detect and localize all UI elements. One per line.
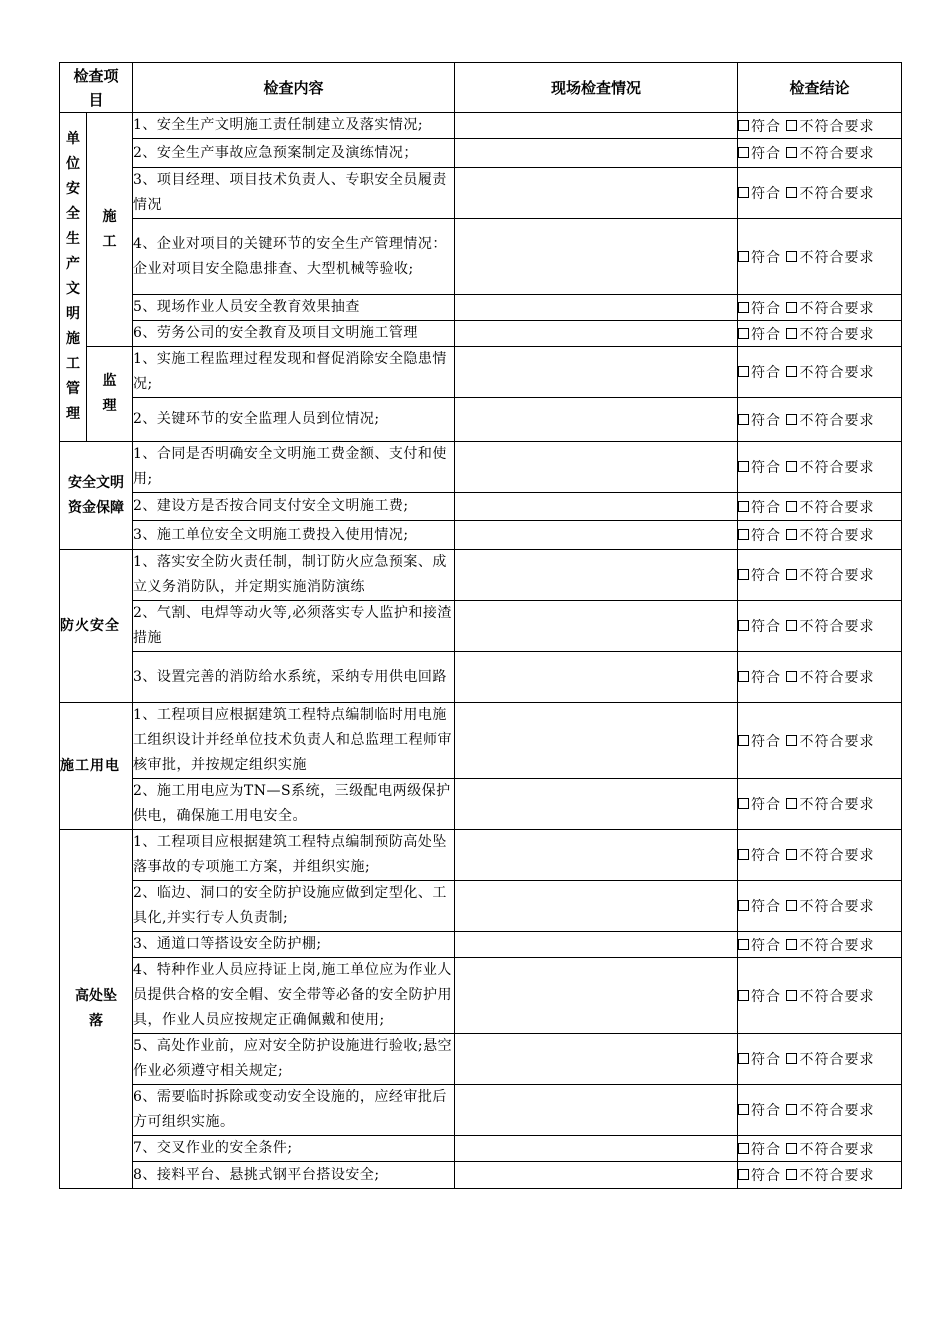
conclusion-cell xyxy=(738,958,902,1034)
check-content: 2、安全生产事故应急预案制定及演练情况； xyxy=(133,139,455,168)
table-row xyxy=(60,139,902,168)
conclusion-cell xyxy=(738,652,902,703)
check-content: 1、合同是否明确安全文明施工费金额、支付和使用; xyxy=(133,442,455,493)
check-content: 1、落实安全防火责任制，制订防火应急预案、成立义务消防队，并定期实施消防演练 xyxy=(133,550,455,601)
header-conclusion-label: 检查结论 xyxy=(789,78,850,97)
conclusion-cell xyxy=(738,347,902,398)
conclusion-cell xyxy=(738,139,902,168)
pass-label: 符合 xyxy=(751,300,782,317)
checkbox-fail[interactable] xyxy=(786,120,797,131)
pass-label: 符合 xyxy=(751,670,782,686)
fail-label: 不符合要求 xyxy=(799,499,875,516)
fail-label: 不符合要求 xyxy=(799,300,875,317)
table-row xyxy=(60,830,902,881)
table-row xyxy=(60,1136,902,1162)
table-row xyxy=(60,601,902,652)
section-fall-from-height-label: 高处坠落 xyxy=(75,988,117,1029)
conclusion-cell xyxy=(738,168,902,219)
checkbox-pass[interactable] xyxy=(738,251,749,262)
table-row xyxy=(60,550,902,601)
table-row xyxy=(60,113,902,139)
checkbox-pass[interactable] xyxy=(738,366,749,377)
pass-label: 符合 xyxy=(751,249,782,266)
table-row xyxy=(60,1085,902,1136)
fail-label: 不符合要求 xyxy=(799,146,875,162)
checkbox-fail[interactable] xyxy=(786,798,797,809)
checkbox-pass[interactable] xyxy=(738,671,749,682)
fail-label: 不符合要求 xyxy=(799,365,875,381)
checkbox-fail[interactable] xyxy=(786,187,797,198)
pass-label: 符合 xyxy=(751,733,782,750)
checkbox-pass[interactable] xyxy=(738,461,749,472)
subsection-construction xyxy=(87,113,133,347)
header-content-label: 检查内容 xyxy=(263,78,324,97)
pass-label: 符合 xyxy=(751,365,782,381)
check-content: 3、通道口等搭设安全防护棚; xyxy=(133,932,455,958)
conclusion-cell xyxy=(738,442,902,493)
check-content: 6、需要临时拆除或变动安全设施的，应经审批后方可组织实施。 xyxy=(133,1085,455,1136)
pass-label: 符合 xyxy=(751,412,782,429)
checkbox-fail[interactable] xyxy=(786,1143,797,1154)
fail-label: 不符合要求 xyxy=(799,326,875,343)
section-unit-management xyxy=(60,113,87,442)
conclusion-cell xyxy=(738,321,902,347)
checkbox-pass[interactable] xyxy=(738,569,749,580)
site-inspection-cell[interactable] xyxy=(455,703,738,779)
site-inspection-cell[interactable] xyxy=(455,1085,738,1136)
pass-label: 符合 xyxy=(751,1052,782,1068)
checkbox-pass[interactable] xyxy=(738,147,749,158)
table-row xyxy=(60,703,902,779)
check-content: 3、项目经理、项目技术负责人、专职安全员履责情况 xyxy=(133,168,455,219)
site-inspection-cell[interactable] xyxy=(455,652,738,703)
pass-label: 符合 xyxy=(751,460,782,476)
checkbox-fail[interactable] xyxy=(786,366,797,377)
table-row xyxy=(60,932,902,958)
site-inspection-cell[interactable] xyxy=(455,1034,738,1085)
site-inspection-cell[interactable] xyxy=(455,493,738,521)
conclusion-cell xyxy=(738,601,902,652)
checkbox-pass[interactable] xyxy=(738,328,749,339)
site-inspection-cell[interactable] xyxy=(455,830,738,881)
fail-label: 不符合要求 xyxy=(799,528,875,544)
checkbox-fail[interactable] xyxy=(786,1104,797,1115)
pass-label: 符合 xyxy=(751,118,782,135)
checkbox-fail[interactable] xyxy=(786,735,797,746)
checkbox-fail[interactable] xyxy=(786,1169,797,1180)
check-content: 1、安全生产文明施工责任制建立及落实情况; xyxy=(133,113,455,139)
pass-label: 符合 xyxy=(751,146,782,162)
checkbox-pass[interactable] xyxy=(738,990,749,1001)
checkbox-pass[interactable] xyxy=(738,900,749,911)
conclusion-cell xyxy=(738,113,902,139)
checkbox-pass[interactable] xyxy=(738,1104,749,1115)
pass-label: 符合 xyxy=(751,1168,782,1184)
section-construction-power-label: 施工用电 xyxy=(60,757,120,774)
section-construction-power xyxy=(60,703,133,830)
fail-label: 不符合要求 xyxy=(799,848,875,864)
pass-label: 符合 xyxy=(751,937,782,954)
fail-label: 不符合要求 xyxy=(799,568,875,584)
fail-label: 不符合要求 xyxy=(799,186,875,202)
check-content: 3、设置完善的消防给水系统，采纳专用供电回路 xyxy=(133,652,455,703)
table-row xyxy=(60,168,902,219)
subsection-supervision-label: 监理 xyxy=(102,373,117,414)
header-item xyxy=(60,63,133,113)
fail-label: 不符合要求 xyxy=(799,937,875,954)
inspection-table xyxy=(59,62,902,1189)
pass-label: 符合 xyxy=(751,568,782,584)
conclusion-cell xyxy=(738,703,902,779)
fail-label: 不符合要求 xyxy=(799,1103,875,1119)
site-inspection-cell[interactable] xyxy=(455,295,738,321)
table-body xyxy=(60,113,902,1189)
checkbox-pass[interactable] xyxy=(738,939,749,950)
checkbox-pass[interactable] xyxy=(738,529,749,540)
fail-label: 不符合要求 xyxy=(799,988,875,1005)
checkbox-fail[interactable] xyxy=(786,1053,797,1064)
checkbox-pass[interactable] xyxy=(738,120,749,131)
site-inspection-cell[interactable] xyxy=(455,1136,738,1162)
site-inspection-cell[interactable] xyxy=(455,550,738,601)
fail-label: 不符合要求 xyxy=(799,619,875,635)
site-inspection-cell[interactable] xyxy=(455,521,738,550)
site-inspection-cell[interactable] xyxy=(455,442,738,493)
pass-label: 符合 xyxy=(751,528,782,544)
checkbox-pass[interactable] xyxy=(738,735,749,746)
fail-label: 不符合要求 xyxy=(799,412,875,429)
header-site xyxy=(455,63,738,113)
conclusion-cell xyxy=(738,1034,902,1085)
checkbox-fail[interactable] xyxy=(786,900,797,911)
pass-label: 符合 xyxy=(751,186,782,202)
checkbox-fail[interactable] xyxy=(786,529,797,540)
site-inspection-cell[interactable] xyxy=(455,881,738,932)
fail-label: 不符合要求 xyxy=(799,670,875,686)
site-inspection-cell[interactable] xyxy=(455,113,738,139)
check-content: 4、企业对项目的关键环节的安全生产管理情况：企业对项目安全隐患排查、大型机械等验收; xyxy=(133,219,455,295)
check-content: 1、工程项目应根据建筑工程特点编制临时用电施工组织设计并经单位技术负责人和总监理工程师审核审批，并按规定组织实施 xyxy=(133,703,455,779)
check-content: 7、交叉作业的安全条件; xyxy=(133,1136,455,1162)
checkbox-fail[interactable] xyxy=(786,251,797,262)
table-row xyxy=(60,1034,902,1085)
section-fall-from-height xyxy=(60,830,133,1189)
fail-label: 不符合要求 xyxy=(799,733,875,750)
conclusion-cell xyxy=(738,1085,902,1136)
checkbox-fail[interactable] xyxy=(786,501,797,512)
fail-label: 不符合要求 xyxy=(799,899,875,915)
checkbox-fail[interactable] xyxy=(786,671,797,682)
check-content: 8、接料平台、悬挑式钢平台搭设安全; xyxy=(133,1162,455,1189)
check-content: 2、施工用电应为TN—S系统，三级配电两级保护供电，确保施工用电安全。 xyxy=(133,779,455,830)
pass-label: 符合 xyxy=(751,499,782,516)
check-content: 1、实施工程监理过程发现和督促消除安全隐患情况; xyxy=(133,347,455,398)
table-row xyxy=(60,398,902,442)
fail-label: 不符合要求 xyxy=(799,1141,875,1158)
subsection-construction-label: 施工 xyxy=(102,208,117,250)
pass-label: 符合 xyxy=(751,619,782,635)
fail-label: 不符合要求 xyxy=(799,797,875,813)
checkbox-fail[interactable] xyxy=(786,302,797,313)
conclusion-cell xyxy=(738,1162,902,1189)
section-fire-safety xyxy=(60,550,133,703)
fail-label: 不符合要求 xyxy=(799,1168,875,1184)
conclusion-cell xyxy=(738,550,902,601)
checkbox-pass[interactable] xyxy=(738,414,749,425)
pass-label: 符合 xyxy=(751,988,782,1005)
checkbox-pass[interactable] xyxy=(738,1143,749,1154)
section-unit-management-label: 单位安全生产文明施工管理 xyxy=(65,131,80,422)
checkbox-pass[interactable] xyxy=(738,501,749,512)
check-content: 2、气割、电焊等动火等,必须落实专人监护和接渣措施 xyxy=(133,601,455,652)
checkbox-fail[interactable] xyxy=(786,620,797,631)
check-content: 2、关键环节的安全监理人员到位情况; xyxy=(133,398,455,442)
table-header-row xyxy=(60,63,902,113)
check-content: 5、现场作业人员安全教育效果抽查 xyxy=(133,295,455,321)
table-row xyxy=(60,1162,902,1189)
checkbox-fail[interactable] xyxy=(786,328,797,339)
pass-label: 符合 xyxy=(751,1141,782,1158)
check-content: 2、临边、洞口的安全防护设施应做到定型化、工具化,并实行专人负责制; xyxy=(133,881,455,932)
checkbox-fail[interactable] xyxy=(786,569,797,580)
subsection-supervision xyxy=(87,347,133,442)
conclusion-cell xyxy=(738,295,902,321)
section-funding xyxy=(60,442,133,550)
table-row xyxy=(60,881,902,932)
check-content: 5、高处作业前，应对安全防护设施进行验收;悬空作业必须遵守相关规定; xyxy=(133,1034,455,1085)
checkbox-fail[interactable] xyxy=(786,414,797,425)
check-content: 6、劳务公司的安全教育及项目文明施工管理 xyxy=(133,321,455,347)
pass-label: 符合 xyxy=(751,326,782,343)
conclusion-cell xyxy=(738,1136,902,1162)
checkbox-fail[interactable] xyxy=(786,849,797,860)
check-content: 3、施工单位安全文明施工费投入使用情况; xyxy=(133,521,455,550)
table-row xyxy=(60,958,902,1034)
site-inspection-cell[interactable] xyxy=(455,219,738,295)
conclusion-cell xyxy=(738,779,902,830)
fail-label: 不符合要求 xyxy=(799,460,875,476)
conclusion-cell xyxy=(738,398,902,442)
check-content: 1、工程项目应根据建筑工程特点编制预防高处坠落事故的专项施工方案，并组织实施; xyxy=(133,830,455,881)
site-inspection-cell[interactable] xyxy=(455,398,738,442)
checkbox-pass[interactable] xyxy=(738,849,749,860)
fail-label: 不符合要求 xyxy=(799,1052,875,1068)
section-funding-label: 安全文明资金保障 xyxy=(68,474,124,516)
conclusion-cell xyxy=(738,932,902,958)
check-content: 2、建设方是否按合同支付安全文明施工费; xyxy=(133,493,455,521)
checkbox-pass[interactable] xyxy=(738,798,749,809)
section-fire-safety-label: 防火安全 xyxy=(60,617,120,634)
site-inspection-cell[interactable] xyxy=(455,932,738,958)
conclusion-cell xyxy=(738,521,902,550)
site-inspection-cell[interactable] xyxy=(455,601,738,652)
fail-label: 不符合要求 xyxy=(799,249,875,266)
table-row xyxy=(60,521,902,550)
header-item-label: 检查项目 xyxy=(73,66,119,109)
checkbox-fail[interactable] xyxy=(786,147,797,158)
table-row xyxy=(60,442,902,493)
table-row xyxy=(60,347,902,398)
checkbox-fail[interactable] xyxy=(786,990,797,1001)
table-row xyxy=(60,652,902,703)
site-inspection-cell[interactable] xyxy=(455,347,738,398)
checkbox-fail[interactable] xyxy=(786,939,797,950)
checkbox-fail[interactable] xyxy=(786,461,797,472)
table-row xyxy=(60,779,902,830)
header-site-label: 现场检查情况 xyxy=(551,78,642,97)
check-content: 4、特种作业人员应持证上岗,施工单位应为作业人员提供合格的安全帽、安全带等必备的安全防护用具，作业人员应按规定正确佩戴和使用; xyxy=(133,958,455,1034)
checkbox-pass[interactable] xyxy=(738,302,749,313)
site-inspection-cell[interactable] xyxy=(455,168,738,219)
fail-label: 不符合要求 xyxy=(799,118,875,135)
header-content xyxy=(133,63,455,113)
site-inspection-cell[interactable] xyxy=(455,321,738,347)
conclusion-cell xyxy=(738,881,902,932)
conclusion-cell xyxy=(738,493,902,521)
conclusion-cell xyxy=(738,219,902,295)
site-inspection-cell[interactable] xyxy=(455,139,738,168)
pass-label: 符合 xyxy=(751,848,782,864)
pass-label: 符合 xyxy=(751,1103,782,1119)
checkbox-pass[interactable] xyxy=(738,620,749,631)
checkbox-pass[interactable] xyxy=(738,1169,749,1180)
pass-label: 符合 xyxy=(751,899,782,915)
header-conclusion xyxy=(738,63,902,113)
site-inspection-cell[interactable] xyxy=(455,958,738,1034)
table-row xyxy=(60,493,902,521)
site-inspection-cell[interactable] xyxy=(455,1162,738,1189)
table-row xyxy=(60,295,902,321)
table-row xyxy=(60,321,902,347)
checkbox-pass[interactable] xyxy=(738,1053,749,1064)
pass-label: 符合 xyxy=(751,797,782,813)
table-row xyxy=(60,219,902,295)
checkbox-pass[interactable] xyxy=(738,187,749,198)
site-inspection-cell[interactable] xyxy=(455,779,738,830)
conclusion-cell xyxy=(738,830,902,881)
